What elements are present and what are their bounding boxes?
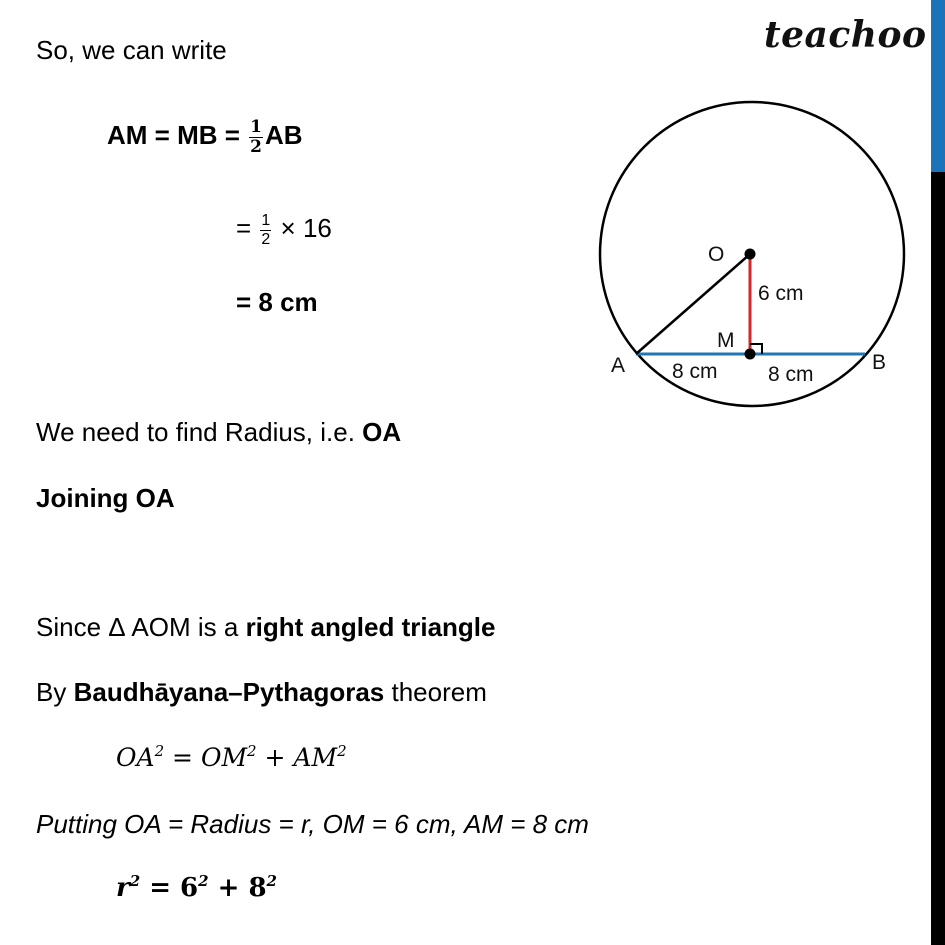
eq-r: r [116,873,130,903]
point-m [745,349,756,360]
line-eq-8cm: = 8 cm [236,287,318,317]
line-am-mb-half-ab [107,110,303,160]
line-joining-oa: Joining OA [36,483,175,513]
label-b: B [872,351,887,374]
eq-am: AM [293,743,338,772]
point-o [745,249,756,260]
by-prefix: By [36,677,74,707]
fraction-half [249,116,263,157]
line-so-we-can-write: So, we can write [36,35,227,65]
line-half-times-16 [236,204,332,252]
eq2-plus: + [208,873,249,903]
eq-r-exp: 2 [129,872,141,890]
theorem-name: Baudhāyana–Pythagoras [73,677,385,707]
eq-equals: = [164,743,201,772]
fraction-half-small [260,213,271,248]
equation-r-squared [116,872,277,904]
eq2-equals: = [140,873,181,903]
eq-six-exp: 2 [198,872,209,890]
sidebar-accent [931,0,945,172]
label-a: A [611,354,626,377]
equation-pythagoras [116,742,347,774]
eq-oa-exp: 2 [154,742,165,760]
fraction-denominator: 2 [250,136,262,157]
eq-oa: OA [116,743,155,772]
times-16: × 16 [273,213,332,243]
need-find-prefix: We need to find Radius, i.e. [36,417,363,447]
teachoo-logo: teachoo [764,14,927,56]
fraction-denominator-small: 2 [261,230,271,248]
fraction-numerator: 1 [250,116,262,137]
am-mb-prefix: AM = MB = [107,120,248,150]
label-am-length: 8 cm [672,360,718,383]
label-o: O [708,243,725,266]
by-suffix: theorem [384,677,487,707]
circle-chord-diagram [590,90,920,420]
eq-om-exp: 2 [247,742,257,760]
line-by-theorem [36,676,487,708]
am-mb-suffix: AB [264,120,303,150]
label-m: M [717,329,735,352]
label-om-length: 6 cm [758,282,804,305]
since-prefix: Since Δ AOM is a [36,612,246,642]
line-since-right-triangle [36,611,495,643]
line-putting-values: Putting OA = Radius = r, OM = 6 cm, AM = 8 cm [36,809,589,839]
fraction-numerator-small: 1 [261,211,271,229]
right-sidebar [931,0,945,945]
label-mb-length: 8 cm [768,363,814,386]
eq-eight: 8 [248,873,267,903]
eq-eight-exp: 2 [266,872,277,890]
eq-prefix: = [236,213,259,243]
line-need-find-radius [36,416,401,448]
eq-om: OM [200,743,248,772]
need-find-oa: OA [362,417,402,447]
eq-plus: + [256,743,294,772]
eq-am-exp: 2 [337,742,347,760]
since-bold: right angled triangle [245,612,496,642]
eq-six: 6 [180,873,199,903]
